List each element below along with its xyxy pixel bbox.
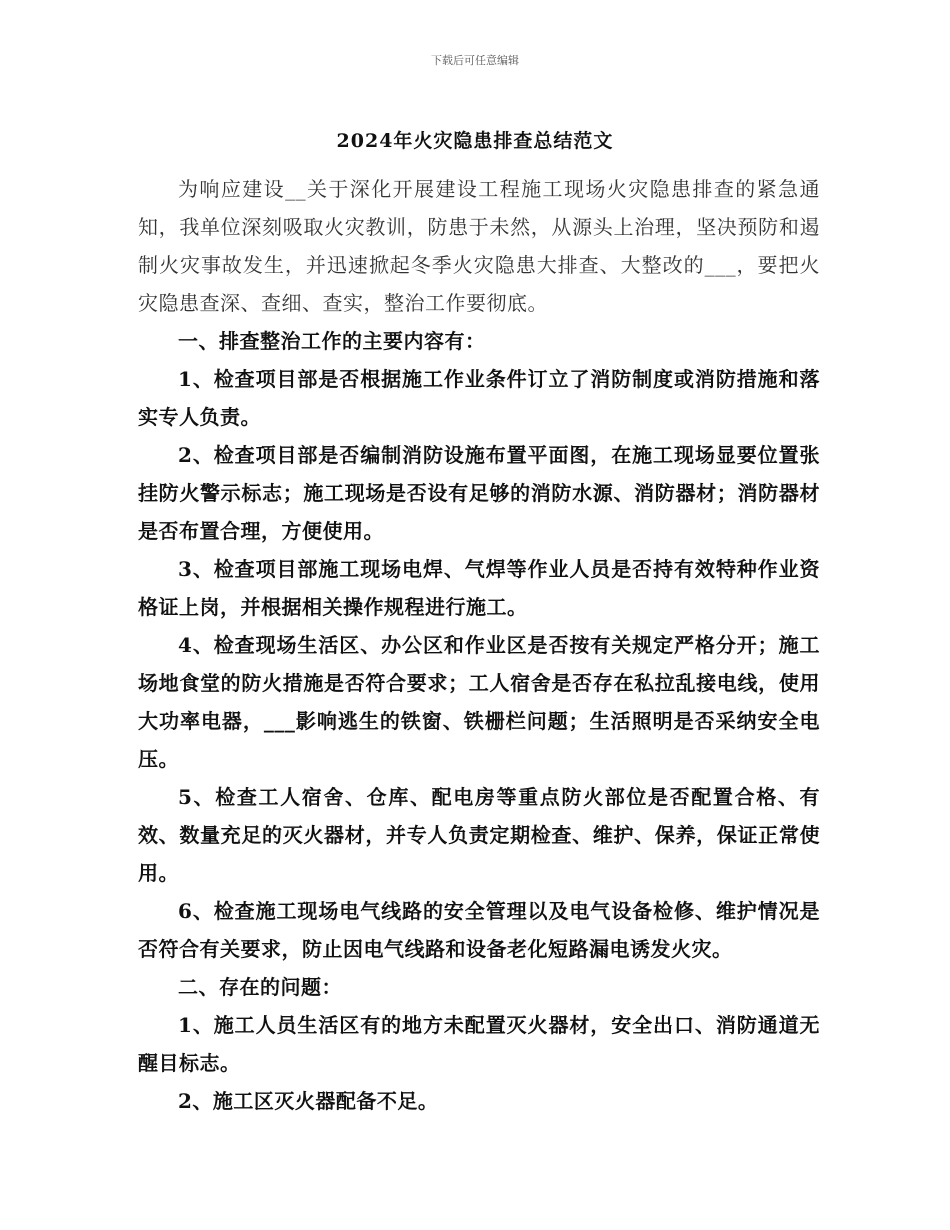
section-heading-2: 二、存在的问题： — [178, 975, 342, 999]
list-item: 2、施工区灭火器配备不足。 — [178, 1089, 439, 1113]
list-item: 3、检查项目部施工现场电焊、气焊等作业人员是否持有效特种作业资格证上岗，并根据相关操作规程进行施工。 — [138, 557, 820, 619]
section-heading-1: 一、排查整治工作的主要内容有： — [178, 329, 486, 353]
header-note: 下载后可任意编辑 — [431, 54, 519, 67]
list-item: 4、检查现场生活区、办公区和作业区是否按有关规定严格分开；施工场地食堂的防火措施是否符合要求；工人宿舍是否存在私拉乱接电线，使用大功率电器，___影响逃生的铁窗、铁栅栏问题；生活照明是否采纳安全电压。 — [138, 633, 820, 771]
paragraph-intro: 为响应建设__关于深化开展建设工程施工现场火灾隐患排查的紧急通知，我单位深刻吸取火灾教训，防患于未然，从源头上治理，坚决预防和遏制火灾事故发生，并迅速掀起冬季火灾隐患大排查、大整改的___，要把火灾隐患查深、查细、查实，整治工作要彻底。 — [138, 177, 820, 315]
list-item: 2、检查项目部是否编制消防设施布置平面图，在施工现场显要位置张挂防火警示标志；施工现场是否设有足够的消防水源、消防器材；消防器材是否布置合理，方便使用。 — [138, 443, 820, 543]
list-item: 5、检查工人宿舍、仓库、配电房等重点防火部位是否配置合格、有效、数量充足的灭火器材，并专人负责定期检查、维护、保养，保证正常使用。 — [138, 785, 820, 885]
list-item: 6、检查施工现场电气线路的安全管理以及电气设备检修、维护情况是否符合有关要求，防止因电气线路和设备老化短路漏电诱发火灾。 — [138, 899, 820, 961]
list-item: 1、检查项目部是否根据施工作业条件订立了消防制度或消防措施和落实专人负责。 — [138, 367, 820, 429]
document-body — [138, 170, 820, 1120]
list-item: 1、施工人员生活区有的地方未配置灭火器材，安全出口、消防通道无醒目标志。 — [138, 1013, 820, 1075]
document-title: 2024年火灾隐患排查总结范文 — [336, 130, 614, 152]
